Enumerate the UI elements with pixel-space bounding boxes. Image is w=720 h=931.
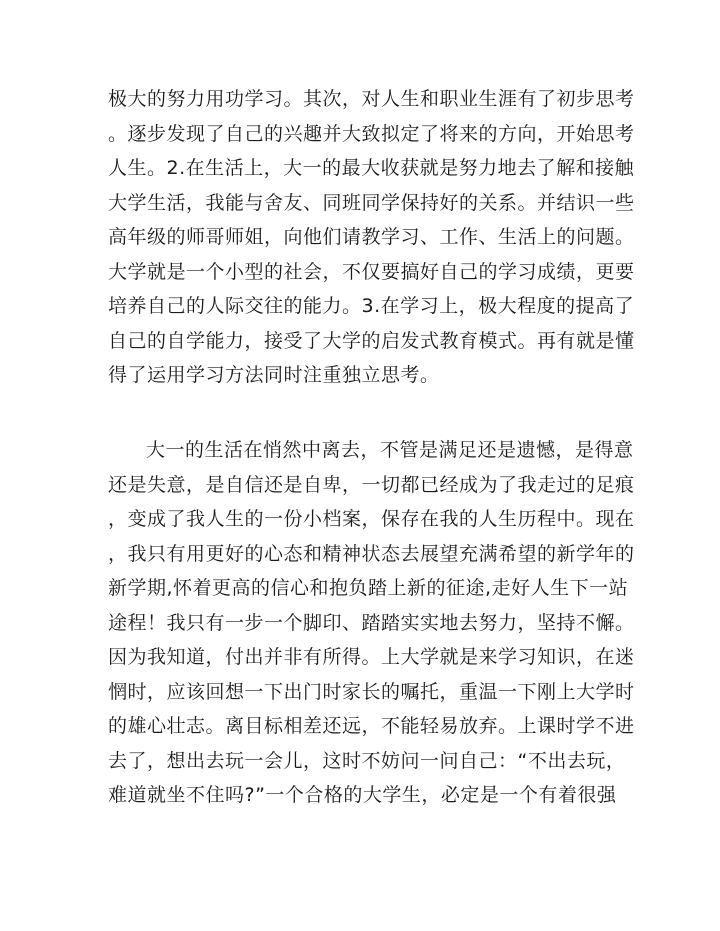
text-line: 的雄心壮志。离目标相差还远，不能轻易放弃。上课时学不进 [108,715,635,737]
text-line: 培养自己的人际交往的能力。3.在学习上，极大程度的提高了 [108,295,635,317]
text-line: 大学生活，我能与舍友、同班同学保持好的关系。并结识一些 [108,191,635,214]
text-line: ，变成了我人生的一份小档案，保存在我的人生历程中。现在 [108,508,635,530]
paragraph-2 [108,433,635,813]
text-line: 新学期,怀着更高的信心和抱负踏上新的征途,走好人生下一站 [108,577,629,599]
text-line: 高年级的师哥师姐，向他们请教学习、工作、生活上的问题。 [108,226,635,248]
text-line: 大一的生活在悄然中离去，不管是满足还是遗憾，是得意 [146,439,634,461]
text-line: 极大的努力用功学习。其次，对人生和职业生涯有了初步思考 [108,88,635,110]
text-line: 人生。2.在生活上，大一的最大收获就是努力地去了解和接触 [108,157,635,179]
text-line: 难道就坐不住吗?”一个合格的大学生，必定是一个有着很强 [108,784,617,806]
text-line: 得了运用学习方法同时注重独立思考。 [108,364,440,386]
text-line: 去了，想出去玩一会儿，这时不妨问一问自己：“不出去玩， [108,749,626,772]
text-line: 惘时，应该回想一下出门时家长的嘱托，重温一下刚上大学时 [108,680,635,703]
text-line: 自己的自学能力，接受了大学的启发式教育模式。再有就是懂 [108,329,635,352]
text-line: 途程！我只有一步一个脚印、踏踏实实地去努力，坚持不懈。 [108,611,635,634]
text-line: 还是失意，是自信还是自卑，一切都已经成为了我走过的足痕 [108,473,635,496]
text-line: 大学就是一个小型的社会，不仅要搞好自己的学习成绩，更要 [108,260,635,283]
text-line: 。逐步发现了自己的兴趣并大致拟定了将来的方向，开始思考 [108,122,635,145]
text-line: 因为我知道，付出并非有所得。上大学就是来学习知识，在迷 [108,646,635,668]
text-line: ，我只有用更好的心态和精神状态去展望充满希望的新学年的 [108,542,635,565]
paragraph-1 [108,82,635,393]
